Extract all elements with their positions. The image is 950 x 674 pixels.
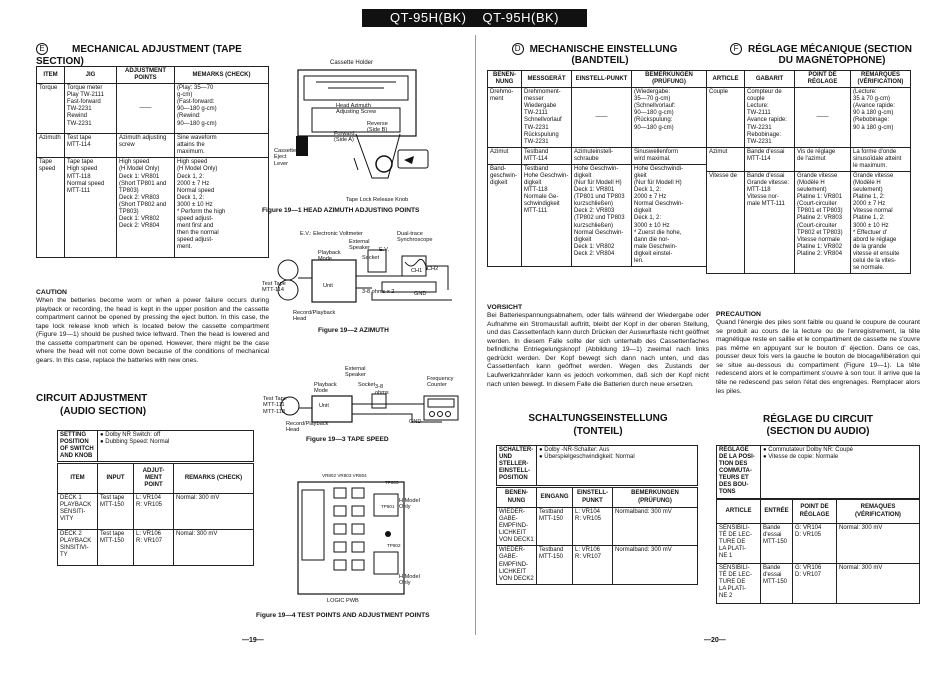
cell: Test tape MTT-150: [98, 494, 134, 530]
de-letter: D: [512, 43, 524, 55]
col-check: REMARKS (CHECK): [174, 464, 254, 494]
cell: Azimut: [707, 147, 745, 171]
col-item: ARTICLE: [717, 500, 761, 524]
fig1-forward-label: Forward (Side A): [334, 131, 355, 144]
de-subtitle: (BANDTEIL): [571, 55, 629, 66]
cell: Tape speed: [37, 158, 65, 258]
cell: SENSIBILI- TÉ DE LEC- TURE DE LA PLATI- NE 1: [717, 524, 761, 564]
cell: Grande vitesse (Modèle H seulement) Platine 1, 2: 2000 ± 7 Hz Vitesse normal Platine 1, 2: 3000 ± 10 Hz * Effectuer d' abord le réglage de la grande vitesse et ensuite celui de la vites- se normale.: [851, 172, 911, 274]
de-circuit-table: [496, 487, 698, 585]
fig2-ev-label: E.V.: Electronic Voltmeter: [300, 231, 363, 237]
table-row: [497, 446, 698, 486]
fig2-caption: Figure 19—2 AZIMUTH: [318, 327, 389, 334]
fig1-caption: Figure 19—1 HEAD AZIMUTH ADJUSTING POINTS: [262, 207, 420, 214]
cell: Normal: 300 mV: [174, 494, 254, 530]
fr-circuit-subtitle: (SECTION DU AUDIO): [766, 426, 870, 437]
table-row: [497, 508, 698, 546]
cell: Drehmoment- messer Wiedergabe TW-2111 Schnellvorlauf TW-2231 Rückspulung TW-2231: [522, 88, 572, 148]
cell: WIEDER- GABE- EMPFIND- LICHKEIT VON DECK1: [497, 508, 537, 546]
cell: Torque: [37, 84, 65, 134]
fig2-head: Record/Playback Head: [293, 310, 336, 323]
cell: L: VR104 R: VR105: [573, 508, 613, 546]
setting-value: ● Dolby -NR-Schalter: Aus ● Überspielgeschwindigkeit: Normal: [537, 446, 698, 486]
fig4-tp802: TP802: [387, 543, 401, 548]
cell: ——: [795, 88, 851, 148]
fig3-socket-label: Socket: [358, 382, 376, 388]
model-banner: [362, 9, 587, 27]
en-setting-table: [57, 430, 254, 462]
fig3-gnd: GND: [409, 419, 422, 425]
table-row: [37, 134, 269, 158]
de-caution-text: Bei Batteriespannungsabnahem, oder falls während der Wiedergabe oder Aufnahme ein Stromausfall auftritt, bleibt der Kopf in der oberen Stellung, und das Cassettenfach kann durch Drücken der Auswurftaste nicht geöffnet werden. In diesem Falle sollte der sich unterhalb des Cassettenfaches befindliche Entriegelungsknopf (Abbildung 19—1) zweimal nach links gedrückt werden. Der Kopf bewegt sich dann nach unten, und das Cassettenfach kann geöffnet werden. Wegen des Zustands der Laufwerkzahnräder kann es jedoch vorkommen, daß sich der Kopf nicht nach unten bewegt. In diesem Falle die Batterien durch neue ersetzen.: [487, 312, 709, 388]
fr-subtitle: DU MAGNÉTOPHONE): [778, 55, 886, 66]
fig1-holder-label: Cassette Holder: [330, 60, 374, 66]
fig4-hmodel-2: H Model Only: [399, 574, 420, 587]
cell: Bande d'essai MTT-150: [761, 564, 793, 604]
fig2-ev-box: E.V.: [379, 247, 390, 253]
fig4-tp803: TP803: [385, 480, 399, 485]
cell: (Play: 35—70 g-cm) (Fast-forward: 90—180 g-cm) (Rewind: 90—180 g-cm): [175, 84, 269, 134]
fr-caution-text: Quand l'énergie des piles sont faible ou quand le coupure de courant se produit au cours de la lecture ou de l'enregistrement, la tête magnétique reste en saillie et le compartiment de cassette ne s'ouvre pas même en appuyant sur le bouton d' éjection. Dans ce cas, pousser deux fois vers la gauche le bouton de blocage/libération qui se situe au-dessous du compartiment (Figure 19—1). La tête redescend alors et le compartiment s'ouvre à son tour. Il arrive que la tête ne redescend pas selon l'état des engrenages. Remplacer alors les piles.: [716, 319, 920, 395]
fig2-ch1: CH1: [411, 268, 423, 274]
cell: Hohe Geschwindi- gkeit (Nur für Modell H) Deck 1, 2: 2000 ± 7 Hz Normal Geschwin- digkeit Deck 1, 2: 3000 ± 10 Hz * Zuerst die hohe, dann die nor- male Geschwin- digkeit einstel- len.: [632, 164, 707, 266]
col-item: ITEM: [58, 464, 98, 494]
fig2-gnd: GND: [414, 291, 427, 297]
col-input: INPUT: [98, 464, 134, 494]
table-header-row: [707, 71, 911, 88]
en-letter: E: [36, 43, 48, 55]
cell: Bande d'essai MTT-150: [761, 524, 793, 564]
cell: Azimuth adjusting screw: [117, 134, 175, 158]
col-points: ADJUSTMENT POINTS: [117, 67, 175, 84]
col-point: EINSTELL-PUNKT: [573, 488, 613, 508]
en-title-text: MECHANICAL ADJUSTMENT (TAPE SECTION): [36, 44, 242, 67]
table-row: [58, 431, 254, 462]
cell: DECK 2 PLAYBACK SINSITIVI- TY: [58, 530, 98, 566]
cell: Drehmo- ment: [488, 88, 522, 148]
de-circuit-title: SCHALTUNGSEINSTELLUNG: [528, 413, 668, 424]
cell: Vitesse de: [707, 172, 745, 274]
col-input: ENTRÉE: [761, 500, 793, 524]
de-caution-title: VORSICHT: [487, 304, 523, 311]
table-row: [58, 530, 254, 566]
fr-letter: F: [730, 43, 742, 55]
fig2-playback-label: Playback Mode: [318, 250, 341, 263]
col-item: BENEN-NUNG: [497, 488, 537, 508]
cell: Bande d'essai MTT-114: [745, 147, 795, 171]
cell: Sine waveform attains the maximum.: [175, 134, 269, 158]
fig2-azimuth-diagram: [262, 248, 462, 318]
col-check: REMARQUES (VÉRIFICATION): [851, 71, 911, 88]
cell: Testband MTT-114: [522, 147, 572, 164]
fig3-caption: Figure 19—3 TAPE SPEED: [306, 436, 389, 443]
table-row: [37, 84, 269, 134]
cell: Test tape MTT-114: [65, 134, 117, 158]
page-divider: [475, 35, 476, 635]
table-header-row: [488, 71, 707, 88]
fig4-caption: Figure 19—4 TEST POINTS AND ADJUSTMENT POINTS: [256, 612, 430, 619]
fig2-ohms: 3-8 ohms x 2: [362, 289, 395, 295]
cell: WIEDER- GABE- EMPFIND- LICHKEIT VON DECK2: [497, 546, 537, 584]
table-row: [58, 494, 254, 530]
cell: Testband MTT-150: [537, 508, 573, 546]
fr-circuit-title: RÉGLAGE DU CIRCUIT: [763, 414, 873, 425]
fig4-tp801: TP801: [381, 504, 395, 509]
page-number-right: —20—: [704, 637, 726, 644]
de-circuit-subtitle: (TONTEIL): [573, 426, 623, 437]
cell: (Wiedergabe: 35—70 g-cm) (Schnellvorlauf: 90—180 g-cm) (Rückspulung: 90—180 g-cm): [632, 88, 707, 148]
en-caution-text: When the betteries become worn or when a power failure occurs during playback or recording, the head is kept in the upper position and the cassette compartment cannot be opened by pressing the eject button. In this case, the tape lock release knob which is located below the cassette compartment (Figure 19—1) should be pushed twice leftward. Then the head is lowered and the cassette compartment can be opened. However, there might be the case where the head will not come down because of the conditions of mechanical gears. In this case, replace the batteries with new ones.: [36, 297, 269, 364]
cell: DECK 1 PLAYBACK SENSITI- VITY: [58, 494, 98, 530]
cell: Normalband: 300 mV: [613, 508, 698, 546]
fig2-testtape: Test Tape MTT-114: [262, 281, 286, 294]
table-row: [707, 172, 911, 274]
cell: Compteur de couple Lecture: TW-2111 Avance rapide: TW-2231 Rebobinage: TW-2231: [745, 88, 795, 148]
fig4-top-labels: VR802 VR803 VR804: [322, 473, 367, 478]
cell: Testband MTT-150: [537, 546, 573, 584]
fig1-screw-label: Head Azimuth Adjusting Screw: [336, 103, 377, 116]
cell: Band- geschwin- digkeit: [488, 164, 522, 266]
en-caution-title: CAUTION: [36, 289, 67, 296]
table-row: [488, 88, 707, 148]
setting-value: ● Dolby NR Switch: off ● Dubbing Speed: Normal: [98, 431, 254, 462]
cell: ——: [572, 88, 632, 148]
cell: L: VR106 R: VR107: [134, 530, 174, 566]
en-circuit-table: [57, 463, 254, 566]
cell: Azimuth: [37, 134, 65, 158]
fig2-ch2: CH2: [427, 266, 439, 272]
cell: L: VR106 R: VR107: [573, 546, 613, 584]
cell: Azimut: [488, 147, 522, 164]
fig2-ext-label: External Speaker: [349, 239, 370, 252]
col-point: ADJUT-MENT POINT: [134, 464, 174, 494]
table-header-row: [497, 488, 698, 508]
fig1-knob-label: Tape Lock Release Knob: [346, 197, 409, 203]
banner-right: QT-95H(BK): [482, 10, 560, 26]
fig2-unit: Unit: [323, 283, 333, 289]
setting-value: ● Commutateur Dolby NR: Coupé ● Vitesse de copie: Normale: [761, 446, 920, 499]
fig1-reverse-label: Reverse (Side B): [367, 121, 388, 134]
cell: L: VR104 R: VR105: [134, 494, 174, 530]
fr-mech-table: [706, 70, 911, 274]
cell: Testband Hohe Geschwin- digkeit MTT-118 Normale Ge- schwindigkeit MTT-111: [522, 164, 572, 266]
table-row: [488, 164, 707, 266]
cell: Hohe Geschwin- digkeit (Nur für Modell H) Deck 1: VR801 (TP801 und TP803 kurzschließen) Deck 2: VR803 (TP802 und TP803 kurzschließen) Normal Geschwin- digkeit Deck 1: VR802 Deck 2: VR804: [572, 164, 632, 266]
table-row: [717, 446, 920, 499]
col-jig: MESSGERÄT: [522, 71, 572, 88]
cell: G: VR104 D: VR105: [793, 524, 837, 564]
de-setting-table: [496, 445, 698, 486]
cell: Sinuswellenform wird maximal.: [632, 147, 707, 164]
setting-label: SETTING POSITION OF SWITCH AND KNOB: [58, 431, 98, 462]
table-header-row: [717, 500, 920, 524]
col-item: ITEM: [37, 67, 65, 84]
cell: ——: [117, 84, 175, 134]
page-number-left: —19—: [242, 637, 264, 644]
table-row: [37, 158, 269, 258]
fig3-head: Record/Playback Head: [286, 421, 329, 434]
col-item: ARTICLE: [707, 71, 745, 88]
table-row: [707, 147, 911, 171]
col-check: REMAQUES (VÉRIFICATION): [837, 500, 920, 524]
cell: G: VR106 D: VR107: [793, 564, 837, 604]
fig2-socket-label: Socket: [362, 255, 380, 261]
cell: (Lecture: 35 à 70 g-cm) (Avance rapide: 90 à 180 g-cm) (Rebobinage: 90 à 180 g-cm): [851, 88, 911, 148]
fig3-testtape: Test Tape MTT-111 MTT-118: [263, 396, 287, 415]
fig3-ext-label: External Speaker: [345, 366, 366, 379]
col-check: MEMARKS (CHECK): [175, 67, 269, 84]
cell: Nomal: 300 mV: [174, 530, 254, 566]
table-header-row: [37, 67, 269, 84]
fr-title-text: RÉGLAGE MÉCANIQUE (SECTION: [748, 44, 912, 55]
cell: Vis de réglage de l'azimut: [795, 147, 851, 171]
col-input: EINGANG: [537, 488, 573, 508]
table-row: [707, 88, 911, 148]
fig3-ohms: 3-8 ohms: [375, 384, 389, 397]
fig4-hmodel-1: H Model Only: [399, 498, 420, 511]
fr-setting-table: [716, 445, 920, 499]
en-circuit-title: CIRCUIT ADJUSTMENT: [36, 393, 148, 404]
col-jig: JIG: [65, 67, 117, 84]
col-item: BENEN-NUNG: [488, 71, 522, 88]
table-row: [717, 524, 920, 564]
fr-circuit-table: [716, 499, 920, 604]
cell: High speed (H Model Only) Deck 1, 2: 2000 ± 7 Hz Normal speed Deck 1, 2: 3000 ± 10 Hz * Perform the high speed adjust- ment first and then the normal speed adjust- ment.: [175, 158, 269, 258]
fig4-logic: LOGIC PWB: [327, 598, 359, 604]
fig3-playback-label: Playback Mode: [314, 382, 337, 395]
cell: Normalband: 300 mV: [613, 546, 698, 584]
en-title: [36, 43, 276, 68]
fig3-unit: Unit: [319, 403, 329, 409]
fr-caution-title: PRECAUTION: [716, 311, 761, 318]
cell: SENSIBILI- TÉ DE LEC- TURE DE LA PLATI- NE 2: [717, 564, 761, 604]
cell: Couple: [707, 88, 745, 148]
cell: La forme d'onde sinusoïdale atteint le maximum.: [851, 147, 911, 171]
cell: High speed (H Model Only) Deck 1: VR801 (Short TP801 and TP803) Deck 2: VR803 (Short TP802 and TP803) Deck 1: VR802 Deck 2: VR804: [117, 158, 175, 258]
col-check: BEMERKUNGEN (PRÜFUNG): [632, 71, 707, 88]
fig4-pwb-diagram: [296, 480, 408, 598]
fig1-eject-label: Cassette Eject Lever: [274, 148, 297, 167]
col-check: BEMERKUNGEN (PRÜFUNG): [613, 488, 698, 508]
de-mech-table: [487, 70, 707, 267]
setting-label: SCHALTER-UND STELLER-EINSTELL-POSITION: [497, 446, 537, 486]
banner-left: QT-95H(BK): [389, 10, 467, 26]
de-title-text: MECHANISCHE EINSTELLUNG: [529, 44, 678, 55]
table-row: [497, 546, 698, 584]
fig2-dual-label: Dual-trace Synchroscope: [397, 231, 433, 244]
cell: Tape tape High speed MTT-118 Normal speed MTT-111: [65, 158, 117, 258]
table-row: [717, 564, 920, 604]
en-mech-table: [36, 66, 269, 258]
cell: Normal: 300 mV: [837, 524, 920, 564]
cell: Torque meter Play TW-2111 Fast-forward TW-2231 Rewind TW-2231: [65, 84, 117, 134]
cell: Grande vitesse (Modèle H seulement) Platine 1: VR801 (Court-circuiter TP801 et TP803) Platine 2: VR803 (Court-circuiter TP802 et TP803) Vitesse normale Platine 1: VR802 Platine 2: VR804: [795, 172, 851, 274]
cell: Test tape MTT-150: [98, 530, 134, 566]
cell: Azimuteinstell- schraube: [572, 147, 632, 164]
setting-label: RÉGLAGE DE LA POSI-TION DES COMMUTA-TEURS ET DES BOU-TONS: [717, 446, 761, 499]
col-points: POINT DE RÉGLAGE: [795, 71, 851, 88]
cell: Normal: 300 mV: [837, 564, 920, 604]
cell: Bande d'essai Grande vitesse: MTT-118 Vitesse nor- male MTT-111: [745, 172, 795, 274]
fig3-freq: Frequency Counter: [427, 376, 454, 389]
col-point: POINT DE RÉGLAGE: [793, 500, 837, 524]
en-circuit-subtitle: (AUDIO SECTION): [60, 406, 147, 417]
table-row: [488, 147, 707, 164]
table-header-row: [58, 464, 254, 494]
col-jig: GABARIT: [745, 71, 795, 88]
col-points: EINSTELL-PUNKT: [572, 71, 632, 88]
